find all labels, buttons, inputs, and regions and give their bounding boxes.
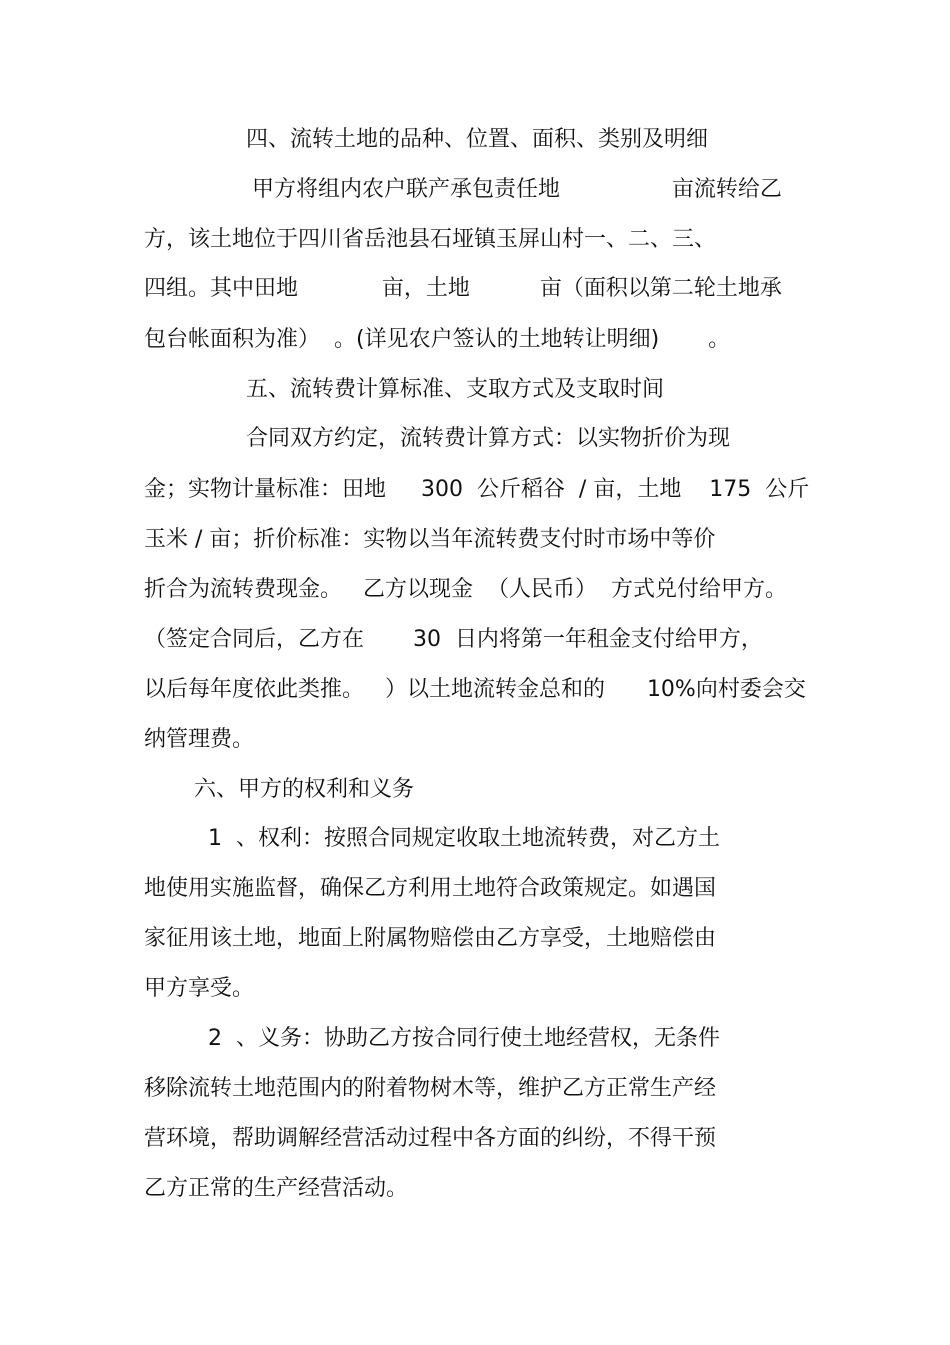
section-4-line-4: 包台帐面积为准） 。(详见农户签认的土地转让明细) 。 [144, 327, 731, 352]
section-6-heading: 六、甲方的权利和义务 [194, 777, 415, 802]
rights-line-4: 甲方享受。 [144, 976, 255, 1001]
duties-line-1: 2 、义务：协助乙方按合同行使土地经营权，无条件 [208, 1026, 720, 1051]
duties-line-4: 乙方正常的生产经营活动。 [144, 1176, 409, 1201]
section-5-line-3: 玉米 / 亩；折价标准：实物以当年流转费支付时市场中等价 [144, 527, 716, 552]
rights-line-1: 1 、权利：按照合同规定收取土地流转费，对乙方土 [208, 826, 720, 851]
section-5-heading: 五、流转费计算标准、支取方式及支取时间 [246, 377, 665, 402]
section-4-line-3: 四组。其中田地 亩，土地 亩（面积以第二轮土地承 [144, 276, 782, 301]
section-5-line-2: 金；实物计量标准：田地 300 公斤稻谷 / 亩，土地 175 公斤 [144, 477, 810, 502]
section-5-line-7: 纳管理费。 [144, 727, 255, 752]
rights-line-3: 家征用该土地，地面上附属物赔偿由乙方享受，土地赔偿由 [144, 926, 717, 951]
section-4-heading: 四、流转土地的品种、位置、面积、类别及明细 [246, 127, 709, 152]
section-5-line-5: （签定合同后，乙方在 30 日内将第一年租金支付给甲方， [144, 627, 763, 652]
duties-line-2: 移除流转土地范围内的附着物树木等，维护乙方正常生产经 [144, 1076, 717, 1101]
section-4-line-2: 方，该土地位于四川省岳池县石垭镇玉屏山村一、二、三、 [144, 227, 717, 252]
section-5-line-4: 折合为流转费现金。 乙方以现金 （人民币） 方式兑付给甲方。 [144, 577, 787, 602]
duties-line-3: 营环境，帮助调解经营活动过程中各方面的纠纷，不得干预 [144, 1126, 717, 1151]
section-5-line-6: 以后每年度依此类推。 ）以土地流转金总和的 10%向村委会交 [144, 677, 806, 702]
section-5-line-1: 合同双方约定，流转费计算方式：以实物折价为现 [246, 426, 731, 451]
rights-line-2: 地使用实施监督，确保乙方利用土地符合政策规定。如遇国 [144, 876, 717, 901]
section-4-line-1: 甲方将组内农户联产承包责任地 亩流转给乙 [252, 177, 782, 202]
